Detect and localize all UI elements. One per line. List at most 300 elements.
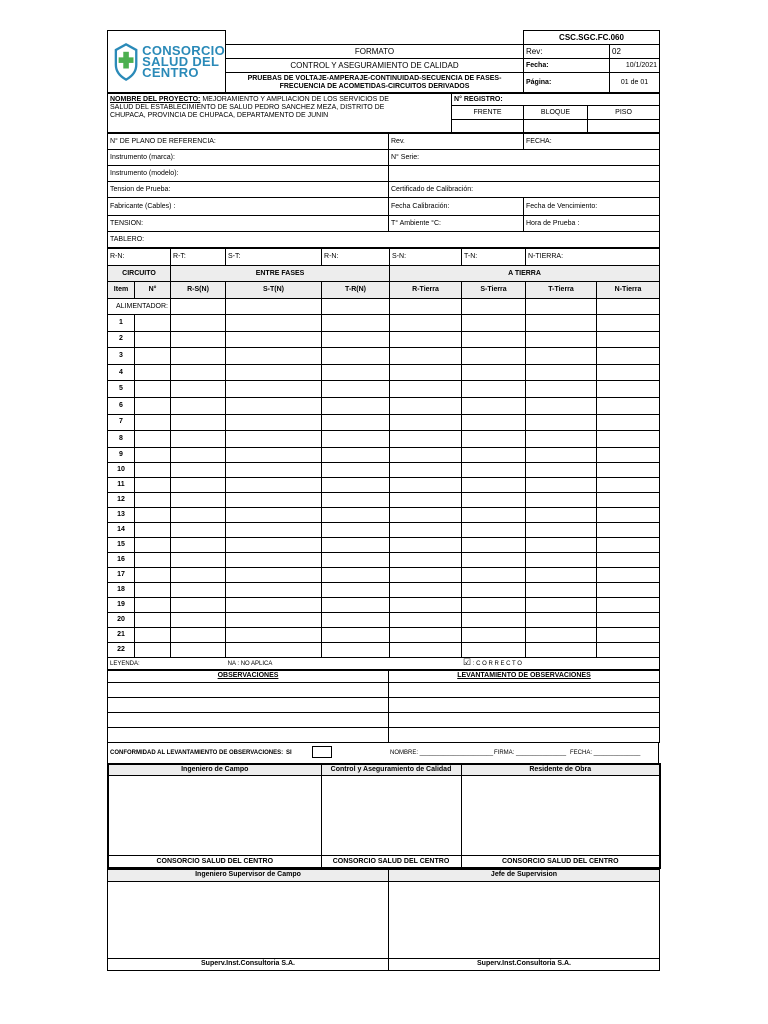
cell[interactable] xyxy=(135,507,171,522)
cell[interactable] xyxy=(322,331,390,348)
cell[interactable] xyxy=(597,492,660,507)
cell[interactable] xyxy=(390,414,462,431)
obs-line[interactable] xyxy=(108,727,389,742)
test-title: PRUEBAS DE VOLTAJE-AMPERAJE-CONTINUIDAD-SECUENCIA DE FASES- FRECUENCIA DE ACOMETIDAS-CIRCUITOS DERIVADOS xyxy=(226,73,524,93)
cell[interactable] xyxy=(462,348,526,365)
cell[interactable] xyxy=(226,507,322,522)
cell[interactable] xyxy=(526,552,597,567)
cell[interactable] xyxy=(526,492,597,507)
table-row xyxy=(108,348,660,365)
fecha-field[interactable]: FECHA: xyxy=(524,134,660,150)
tension-field[interactable]: TENSION: xyxy=(108,216,389,232)
legend-row xyxy=(108,657,660,669)
cell[interactable] xyxy=(322,567,390,582)
cell[interactable] xyxy=(226,431,322,448)
cell[interactable] xyxy=(390,364,462,381)
cell[interactable] xyxy=(171,364,226,381)
table-row xyxy=(108,364,660,381)
cell[interactable] xyxy=(390,597,462,612)
frente-input[interactable] xyxy=(452,120,524,133)
sig-supervisor-header: Ingeniero Supervisor de Campo xyxy=(108,869,389,881)
piso-header: PISO xyxy=(588,106,660,120)
item-number: 20 xyxy=(108,612,135,627)
cell[interactable] xyxy=(526,299,597,315)
phase-tn[interactable]: T-N: xyxy=(462,249,526,266)
cell[interactable] xyxy=(597,364,660,381)
si-checkbox[interactable] xyxy=(312,746,332,758)
cell[interactable] xyxy=(322,431,390,448)
cell[interactable] xyxy=(171,642,226,657)
sig-ing-campo-box[interactable] xyxy=(108,776,321,856)
item-number: 15 xyxy=(108,537,135,552)
cell[interactable] xyxy=(597,582,660,597)
cell[interactable] xyxy=(462,462,526,477)
cell[interactable] xyxy=(597,597,660,612)
col-n-tierra: N-Tierra xyxy=(597,282,660,299)
cell[interactable] xyxy=(171,331,226,348)
cell[interactable] xyxy=(597,397,660,414)
cell[interactable] xyxy=(322,447,390,462)
fecha-vencimiento-field[interactable]: Fecha de Vencimiento: xyxy=(524,198,660,216)
cell[interactable] xyxy=(226,582,322,597)
cell[interactable] xyxy=(597,299,660,315)
cell[interactable] xyxy=(597,381,660,398)
group-a-tierra: A TIERRA xyxy=(390,266,660,282)
cell[interactable] xyxy=(526,522,597,537)
cell[interactable] xyxy=(526,507,597,522)
fabricante-field[interactable]: Fabricante (Cables) : xyxy=(108,198,389,216)
cell[interactable] xyxy=(135,414,171,431)
cell[interactable] xyxy=(526,348,597,365)
cell[interactable] xyxy=(390,627,462,642)
item-number: 22 xyxy=(108,642,135,657)
cell[interactable] xyxy=(322,381,390,398)
item-number: 4 xyxy=(108,364,135,381)
cell[interactable] xyxy=(526,462,597,477)
cell[interactable] xyxy=(135,477,171,492)
cell[interactable] xyxy=(135,537,171,552)
sig-control-box[interactable] xyxy=(321,776,461,856)
cell[interactable] xyxy=(390,492,462,507)
cell[interactable] xyxy=(171,381,226,398)
cell[interactable] xyxy=(526,447,597,462)
cell[interactable] xyxy=(322,299,390,315)
bloque-input[interactable] xyxy=(524,120,588,133)
cell[interactable] xyxy=(390,447,462,462)
cell[interactable] xyxy=(597,348,660,365)
cell[interactable] xyxy=(462,492,526,507)
cell[interactable] xyxy=(462,364,526,381)
cell[interactable] xyxy=(597,567,660,582)
fecha-value: 10/1/2021 xyxy=(610,59,660,73)
cell[interactable] xyxy=(226,462,322,477)
table-row xyxy=(108,597,660,612)
cell[interactable] xyxy=(135,597,171,612)
cell[interactable] xyxy=(135,315,171,332)
cell[interactable] xyxy=(390,642,462,657)
logo xyxy=(108,31,226,93)
cell[interactable] xyxy=(171,477,226,492)
table-row xyxy=(108,507,660,522)
sig-supervisor-box[interactable] xyxy=(108,881,389,958)
cell[interactable] xyxy=(135,462,171,477)
table-row xyxy=(108,492,660,507)
cell[interactable] xyxy=(462,537,526,552)
header-table xyxy=(107,30,660,93)
cell[interactable] xyxy=(462,315,526,332)
cell[interactable] xyxy=(226,414,322,431)
certificado-field[interactable]: Certificado de Calibración: xyxy=(389,182,660,198)
cell[interactable] xyxy=(526,627,597,642)
observaciones-header: OBSERVACIONES xyxy=(108,670,389,682)
cell[interactable] xyxy=(526,397,597,414)
cell[interactable] xyxy=(226,348,322,365)
cell[interactable] xyxy=(322,537,390,552)
cell[interactable] xyxy=(462,414,526,431)
pagina-value: 01 de 01 xyxy=(610,73,660,93)
bloque-header: BLOQUE xyxy=(524,106,588,120)
obs-line[interactable] xyxy=(108,697,389,712)
col-item: Item xyxy=(108,282,135,299)
cell[interactable] xyxy=(322,627,390,642)
cell[interactable] xyxy=(597,447,660,462)
cell[interactable] xyxy=(171,627,226,642)
cell[interactable] xyxy=(171,462,226,477)
cell[interactable] xyxy=(597,431,660,448)
item-number: 12 xyxy=(108,492,135,507)
cell[interactable] xyxy=(171,348,226,365)
cell[interactable] xyxy=(462,522,526,537)
item-number: 2 xyxy=(108,331,135,348)
cell[interactable] xyxy=(171,612,226,627)
cell[interactable] xyxy=(226,477,322,492)
cell[interactable] xyxy=(226,492,322,507)
cell[interactable] xyxy=(462,447,526,462)
table-row xyxy=(108,522,660,537)
table-row xyxy=(108,537,660,552)
cell[interactable] xyxy=(526,642,597,657)
tablero-field[interactable]: TABLERO: xyxy=(108,232,660,248)
item-number: 17 xyxy=(108,567,135,582)
item-number: 8 xyxy=(108,431,135,448)
cell[interactable] xyxy=(526,582,597,597)
legend xyxy=(108,657,660,669)
cell[interactable] xyxy=(390,612,462,627)
phase-rn-2[interactable]: R-N: xyxy=(322,249,390,266)
cell[interactable] xyxy=(322,462,390,477)
item-number: 1 xyxy=(108,315,135,332)
cell[interactable] xyxy=(135,612,171,627)
table-row xyxy=(108,447,660,462)
table-row xyxy=(108,315,660,332)
cell[interactable] xyxy=(322,348,390,365)
cell[interactable] xyxy=(322,315,390,332)
cell[interactable] xyxy=(390,431,462,448)
cell[interactable] xyxy=(322,397,390,414)
piso-input[interactable] xyxy=(588,120,660,133)
cell[interactable] xyxy=(226,364,322,381)
cell[interactable] xyxy=(597,331,660,348)
cell[interactable] xyxy=(462,397,526,414)
cell[interactable] xyxy=(526,537,597,552)
table-row xyxy=(108,397,660,414)
cell[interactable] xyxy=(322,582,390,597)
check-icon: ☑ xyxy=(463,657,472,668)
lev-line[interactable] xyxy=(389,727,660,742)
cell[interactable] xyxy=(135,431,171,448)
cell[interactable] xyxy=(462,597,526,612)
cell[interactable] xyxy=(390,507,462,522)
cell[interactable] xyxy=(526,364,597,381)
legend-na-text: : NO APLICA xyxy=(237,661,273,668)
cell[interactable] xyxy=(135,397,171,414)
cell[interactable] xyxy=(390,299,462,315)
table-row xyxy=(108,331,660,348)
sig-consorcio-1: CONSORCIO SALUD DEL CENTRO xyxy=(108,856,321,868)
cell[interactable] xyxy=(597,612,660,627)
col-r-tierra: R-Tierra xyxy=(390,282,462,299)
cell[interactable] xyxy=(171,492,226,507)
cell[interactable] xyxy=(171,299,226,315)
cell[interactable] xyxy=(226,612,322,627)
cell[interactable] xyxy=(226,299,322,315)
cell[interactable] xyxy=(390,462,462,477)
cell[interactable] xyxy=(135,567,171,582)
cell[interactable] xyxy=(597,477,660,492)
cell[interactable] xyxy=(390,582,462,597)
cell[interactable] xyxy=(526,477,597,492)
cell[interactable] xyxy=(135,642,171,657)
table-row xyxy=(108,414,660,431)
levantamiento-header: LEVANTAMIENTO DE OBSERVACIONES xyxy=(389,670,660,682)
cell[interactable] xyxy=(322,414,390,431)
cell[interactable] xyxy=(462,477,526,492)
rev-field[interactable]: Rev. xyxy=(389,134,524,150)
cell[interactable] xyxy=(462,582,526,597)
sig-residente-box[interactable] xyxy=(461,776,660,856)
cell[interactable] xyxy=(135,364,171,381)
cell[interactable] xyxy=(597,552,660,567)
obs-line[interactable] xyxy=(108,682,389,697)
cell[interactable] xyxy=(526,381,597,398)
cell[interactable] xyxy=(390,397,462,414)
cell[interactable] xyxy=(462,567,526,582)
form-title: FORMATO xyxy=(226,45,524,59)
cell[interactable] xyxy=(597,642,660,657)
cell[interactable] xyxy=(322,597,390,612)
cell[interactable] xyxy=(390,537,462,552)
sig-jefe-box[interactable] xyxy=(389,881,660,958)
table-row xyxy=(108,567,660,582)
cell[interactable] xyxy=(390,567,462,582)
cell[interactable] xyxy=(226,597,322,612)
sig-jefe-header: Jefe de Supervision xyxy=(389,869,660,881)
cell[interactable] xyxy=(171,397,226,414)
cell[interactable] xyxy=(322,507,390,522)
cell[interactable] xyxy=(526,567,597,582)
cell[interactable] xyxy=(226,537,322,552)
phase-row xyxy=(108,249,660,266)
cell[interactable] xyxy=(226,522,322,537)
cell[interactable] xyxy=(171,567,226,582)
cell[interactable] xyxy=(171,414,226,431)
item-number: 13 xyxy=(108,507,135,522)
cell[interactable] xyxy=(226,397,322,414)
fecha-conformidad-field[interactable]: FECHA: ______________ xyxy=(570,749,641,756)
cell[interactable] xyxy=(526,331,597,348)
cell[interactable] xyxy=(526,431,597,448)
cell[interactable] xyxy=(462,612,526,627)
cell[interactable] xyxy=(462,507,526,522)
phase-rt[interactable]: R-T: xyxy=(171,249,226,266)
cell[interactable] xyxy=(322,364,390,381)
item-number: 5 xyxy=(108,381,135,398)
col-rs: R-S(N) xyxy=(171,282,226,299)
modelo-field[interactable]: Instrumento (modelo): xyxy=(108,166,389,182)
serie-field[interactable]: N° Serie: xyxy=(389,150,660,166)
cell[interactable] xyxy=(322,492,390,507)
group-circuito: CIRCUITO xyxy=(108,266,171,282)
item-number: 6 xyxy=(108,397,135,414)
cell[interactable] xyxy=(226,642,322,657)
cell[interactable] xyxy=(135,331,171,348)
logo-text: CONSORCIO SALUD DEL CENTRO xyxy=(142,43,225,80)
cell[interactable] xyxy=(597,537,660,552)
fecha-label: Fecha: xyxy=(524,59,610,73)
cell[interactable] xyxy=(322,522,390,537)
cell[interactable] xyxy=(390,331,462,348)
cell[interactable] xyxy=(462,627,526,642)
cell[interactable] xyxy=(171,552,226,567)
lev-line[interactable] xyxy=(389,712,660,727)
cell[interactable] xyxy=(226,331,322,348)
cell[interactable] xyxy=(462,299,526,315)
cell[interactable] xyxy=(390,315,462,332)
cell[interactable] xyxy=(597,414,660,431)
cell[interactable] xyxy=(597,315,660,332)
cell[interactable] xyxy=(322,612,390,627)
cell[interactable] xyxy=(226,315,322,332)
cell[interactable] xyxy=(226,381,322,398)
cell[interactable] xyxy=(390,522,462,537)
phase-sn[interactable]: S-N: xyxy=(390,249,462,266)
lev-line[interactable] xyxy=(389,682,660,697)
form-code: CSC.SGC.FC.060 xyxy=(524,31,660,45)
cell[interactable] xyxy=(135,348,171,365)
cell[interactable] xyxy=(171,315,226,332)
sig-superv-2: Superv.Inst.Consultoria S.A. xyxy=(389,958,660,970)
cell[interactable] xyxy=(462,381,526,398)
cell[interactable] xyxy=(135,447,171,462)
cell[interactable] xyxy=(135,381,171,398)
table-row xyxy=(108,462,660,477)
cell[interactable] xyxy=(322,552,390,567)
cell[interactable] xyxy=(171,507,226,522)
phase-ntierra[interactable]: N-TIERRA: xyxy=(526,249,660,266)
cell[interactable] xyxy=(226,552,322,567)
form-sheet xyxy=(107,30,659,971)
plano-field[interactable]: N° DE PLANO DE REFERENCIA: xyxy=(108,134,389,150)
cell[interactable] xyxy=(171,522,226,537)
cell[interactable] xyxy=(526,414,597,431)
temp-field[interactable]: T° Ambiente °C: xyxy=(389,216,524,232)
col-t-tierra: T-Tierra xyxy=(526,282,597,299)
cell[interactable] xyxy=(462,431,526,448)
cell[interactable] xyxy=(390,348,462,365)
cell[interactable] xyxy=(597,522,660,537)
modelo-blank[interactable] xyxy=(389,166,660,182)
marca-field[interactable]: Instrumento (marca): xyxy=(108,150,389,166)
sig-consorcio-3: CONSORCIO SALUD DEL CENTRO xyxy=(461,856,660,868)
fecha-calibracion-field[interactable]: Fecha Calibración: xyxy=(389,198,524,216)
cell[interactable] xyxy=(597,627,660,642)
item-number: 14 xyxy=(108,522,135,537)
item-number: 19 xyxy=(108,597,135,612)
cell[interactable] xyxy=(226,627,322,642)
phase-st[interactable]: S-T: xyxy=(226,249,322,266)
cell[interactable] xyxy=(171,431,226,448)
cell[interactable] xyxy=(226,567,322,582)
cell[interactable] xyxy=(597,462,660,477)
cell[interactable] xyxy=(390,381,462,398)
phase-rn[interactable]: R-N: xyxy=(108,249,171,266)
cell[interactable] xyxy=(171,582,226,597)
cell[interactable] xyxy=(462,331,526,348)
cell[interactable] xyxy=(390,552,462,567)
fields-table xyxy=(107,133,660,248)
cell[interactable] xyxy=(171,597,226,612)
cell[interactable] xyxy=(171,537,226,552)
obs-line[interactable] xyxy=(108,712,389,727)
cell[interactable] xyxy=(135,492,171,507)
cell[interactable] xyxy=(462,552,526,567)
item-number: 18 xyxy=(108,582,135,597)
cell[interactable] xyxy=(390,477,462,492)
col-s-tierra: S-Tierra xyxy=(462,282,526,299)
supervision-table xyxy=(107,869,660,971)
cell[interactable] xyxy=(135,522,171,537)
cell[interactable] xyxy=(462,642,526,657)
cell[interactable] xyxy=(597,507,660,522)
col-st: S-T(N) xyxy=(226,282,322,299)
cell[interactable] xyxy=(135,552,171,567)
form-subtitle: CONTROL Y ASEGURAMIENTO DE CALIDAD xyxy=(226,59,524,73)
si-label: SI xyxy=(286,749,292,756)
cell[interactable] xyxy=(526,612,597,627)
cell[interactable] xyxy=(135,627,171,642)
firma-field[interactable]: FIRMA: _______________ xyxy=(494,749,567,756)
item-number: 21 xyxy=(108,627,135,642)
item-rows xyxy=(108,315,660,658)
sig-residente-header: Residente de Obra xyxy=(461,764,660,776)
item-number: 10 xyxy=(108,462,135,477)
hora-field[interactable]: Hora de Prueba : xyxy=(524,216,660,232)
rev-label: Rev: xyxy=(524,45,610,59)
nombre-field[interactable]: NOMBRE: ______________________ xyxy=(390,749,494,756)
cell[interactable] xyxy=(322,642,390,657)
cell[interactable] xyxy=(171,447,226,462)
legend-label: LEYENDA: xyxy=(110,661,140,668)
group-entre-fases: ENTRE FASES xyxy=(171,266,390,282)
cell[interactable] xyxy=(526,315,597,332)
cell[interactable] xyxy=(526,597,597,612)
tension-prueba-field[interactable]: Tension de Prueba: xyxy=(108,182,389,198)
cell[interactable] xyxy=(135,582,171,597)
lev-line[interactable] xyxy=(389,697,660,712)
cell[interactable] xyxy=(226,447,322,462)
measurement-table xyxy=(107,248,660,670)
cell[interactable] xyxy=(322,477,390,492)
